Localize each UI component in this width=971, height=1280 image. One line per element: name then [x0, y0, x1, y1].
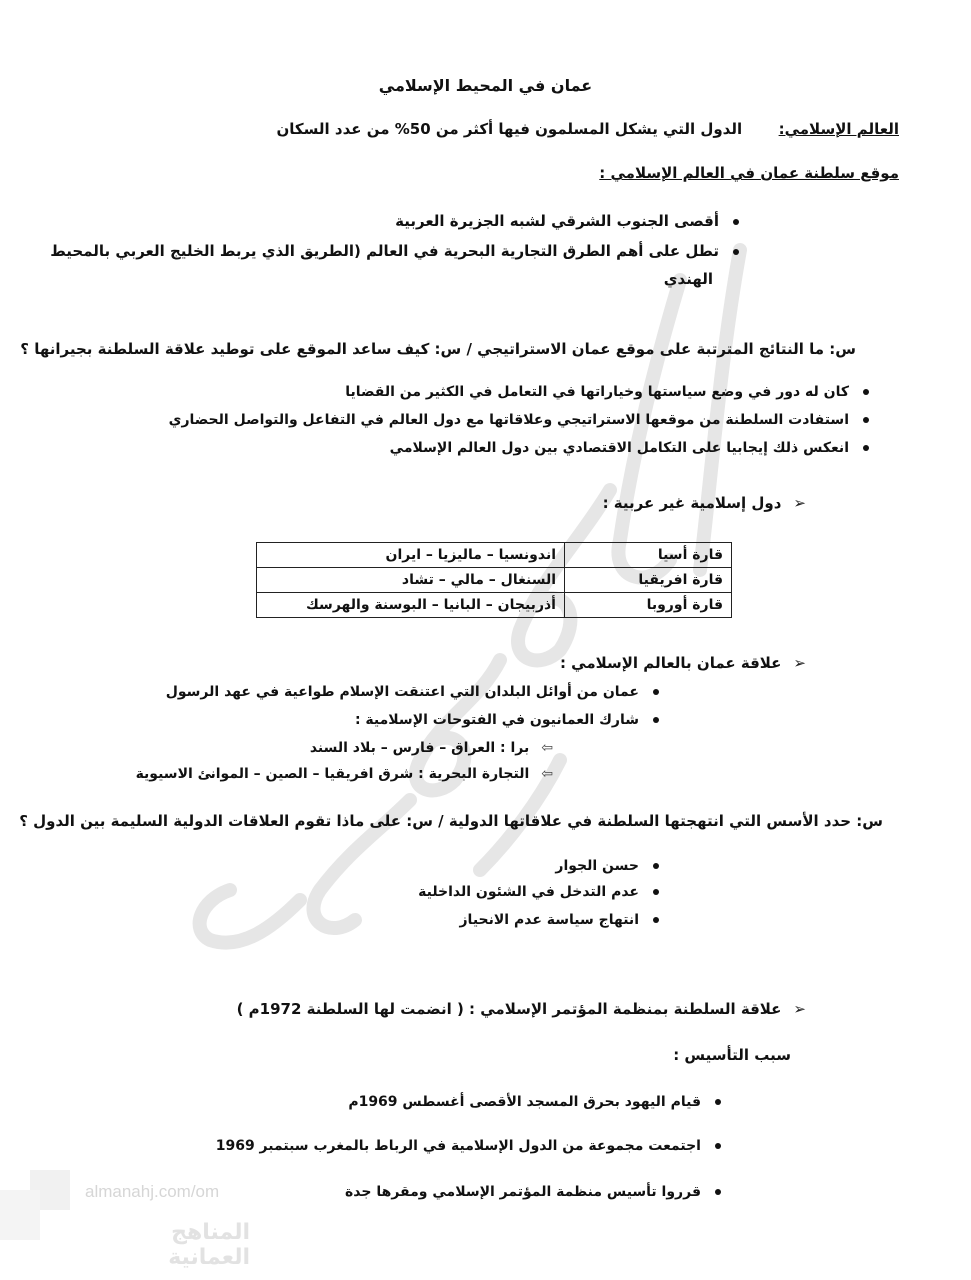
location-heading: موقع سلطنة عمان في العالم الإسلامي : [599, 164, 899, 182]
item-text: اجتمعت مجموعة من الدول الإسلامية في الرباط بالمغرب سبتمبر 1969 [215, 1138, 701, 1154]
bullet-icon [653, 917, 659, 923]
arrow-bullet-icon: ➢ [793, 494, 806, 512]
table-row [257, 543, 732, 568]
sub-text: التجارة البحرية : شرق افريقيا – الصين – الموانئ الاسيوية [135, 766, 530, 782]
heading-text: علاقة عمان بالعالم الإسلامي : [559, 654, 782, 672]
bullet-icon [715, 1189, 721, 1195]
continent-cell: قارة افريقيا [565, 568, 732, 593]
question-2: س: حدد الأسس التي انتهجتها السلطنة في علاقاتها الدولية / س: على ماذا تقوم العلاقات الدولية السليمة بين الدول ؟ [19, 812, 883, 830]
bullet-icon [863, 389, 869, 395]
site-logo-watermark [0, 1170, 250, 1280]
bullet-icon [653, 689, 659, 695]
location-item-2-continuation: الهندي [663, 270, 713, 288]
answer-text: حسن الجوار [555, 858, 639, 874]
definition-text: الدول التي يشكل المسلمون فيها أكثر من 50% من عدد السكان [276, 120, 743, 138]
countries-cell: أذربيجان – البانيا – البوسنة والهرسك [257, 593, 565, 618]
q2-answer-3 [460, 912, 660, 928]
bullet-icon [733, 219, 739, 225]
sub-text: برا : العراق – فارس – بلاد السند [309, 740, 530, 756]
q2-answer-2 [418, 884, 659, 900]
answer-text: استفادت السلطنة من موقعها الاستراتيجي وعلاقاتها مع دول العالم في التفاعل والتواصل الحضاري [168, 412, 849, 428]
oic-reason-label: سبب التأسيس : [673, 1046, 791, 1064]
q1-answer-2 [169, 412, 869, 428]
bullet-icon [715, 1143, 721, 1149]
q2-answer-1 [555, 858, 659, 874]
bullet-icon [733, 249, 739, 255]
definition-line [276, 120, 899, 138]
bullet-icon [653, 889, 659, 895]
heading-text: دول إسلامية غير عربية : [602, 494, 782, 512]
oic-item-3 [345, 1184, 721, 1200]
question-1: س: ما النتائج المترتبة على موقع عمان الاستراتيجي / س: كيف ساعد الموقع على توطيد علاقة السلطنة بجيرانها ؟ [20, 340, 856, 358]
bullet-icon [653, 863, 659, 869]
q1-answer-3 [390, 440, 869, 456]
oic-item-2 [216, 1138, 721, 1154]
relation-sub-2 [136, 766, 553, 782]
arrow-bullet-icon: ➢ [793, 1000, 806, 1018]
table-row [257, 593, 732, 618]
answer-text: انعكس ذلك إيجابيا على التكامل الاقتصادي بين دول العالم الإسلامي [389, 440, 849, 456]
relation-item-2 [355, 712, 659, 728]
location-item-2 [50, 242, 739, 260]
non-arab-heading [603, 494, 806, 512]
relation-heading [560, 654, 806, 672]
non-arab-table [256, 542, 732, 618]
countries-cell: السنغال – مالي – تشاد [257, 568, 565, 593]
item-text: قرروا تأسيس منظمة المؤتمر الإسلامي ومقرها جدة [345, 1184, 701, 1200]
double-arrow-icon: ⇦ [541, 766, 553, 782]
answer-text: انتهاج سياسة عدم الانحياز [459, 912, 639, 928]
page-title: عمان في المحيط الإسلامي [378, 76, 593, 95]
logo-name: المناهج العمانية [168, 1220, 250, 1270]
relation-sub-1 [310, 740, 553, 756]
bullet-icon [653, 717, 659, 723]
double-arrow-icon: ⇦ [541, 740, 553, 756]
continent-cell: قارة أسيا [565, 543, 732, 568]
answer-text: كان له دور في وضع سياستها وخياراتها في التعامل في الكثير من القضايا [345, 384, 849, 400]
definition-term: العالم الإسلامي: [778, 120, 899, 138]
countries-cell: اندونسيا – ماليزيا – ايران [257, 543, 565, 568]
table-row [257, 568, 732, 593]
answer-text: عدم التدخل في الشئون الداخلية [418, 884, 639, 900]
location-item-text: تطل على أهم الطرق التجارية البحرية في العالم (الطريق الذي يربط الخليج العربي بالمحيط [50, 242, 719, 260]
bullet-icon [863, 417, 869, 423]
oic-heading [237, 1000, 806, 1018]
heading-text: علاقة السلطنة بمنظمة المؤتمر الإسلامي : ( انضمت لها السلطنة 1972م ) [236, 1000, 782, 1018]
arrow-bullet-icon: ➢ [793, 654, 806, 672]
logo-square [0, 1190, 40, 1240]
bullet-icon [863, 445, 869, 451]
item-text: عمان من أوائل البلدان التي اعتنقت الإسلام طواعية في عهد الرسول [165, 684, 639, 700]
item-text: قيام اليهود بحرق المسجد الأقصى أغسطس 1969م [348, 1094, 701, 1110]
q1-answer-1 [345, 384, 869, 400]
item-text: شارك العمانيون في الفتوحات الإسلامية : [354, 712, 639, 728]
location-item-text: أقصى الجنوب الشرقي لشبه الجزيرة العربية [395, 212, 719, 230]
location-item-1 [395, 212, 739, 230]
bullet-icon [715, 1099, 721, 1105]
relation-item-1 [166, 684, 659, 700]
continent-cell: قارة أوروبا [565, 593, 732, 618]
logo-url: almanahj.com/om [85, 1182, 220, 1201]
oic-item-1 [348, 1094, 721, 1110]
